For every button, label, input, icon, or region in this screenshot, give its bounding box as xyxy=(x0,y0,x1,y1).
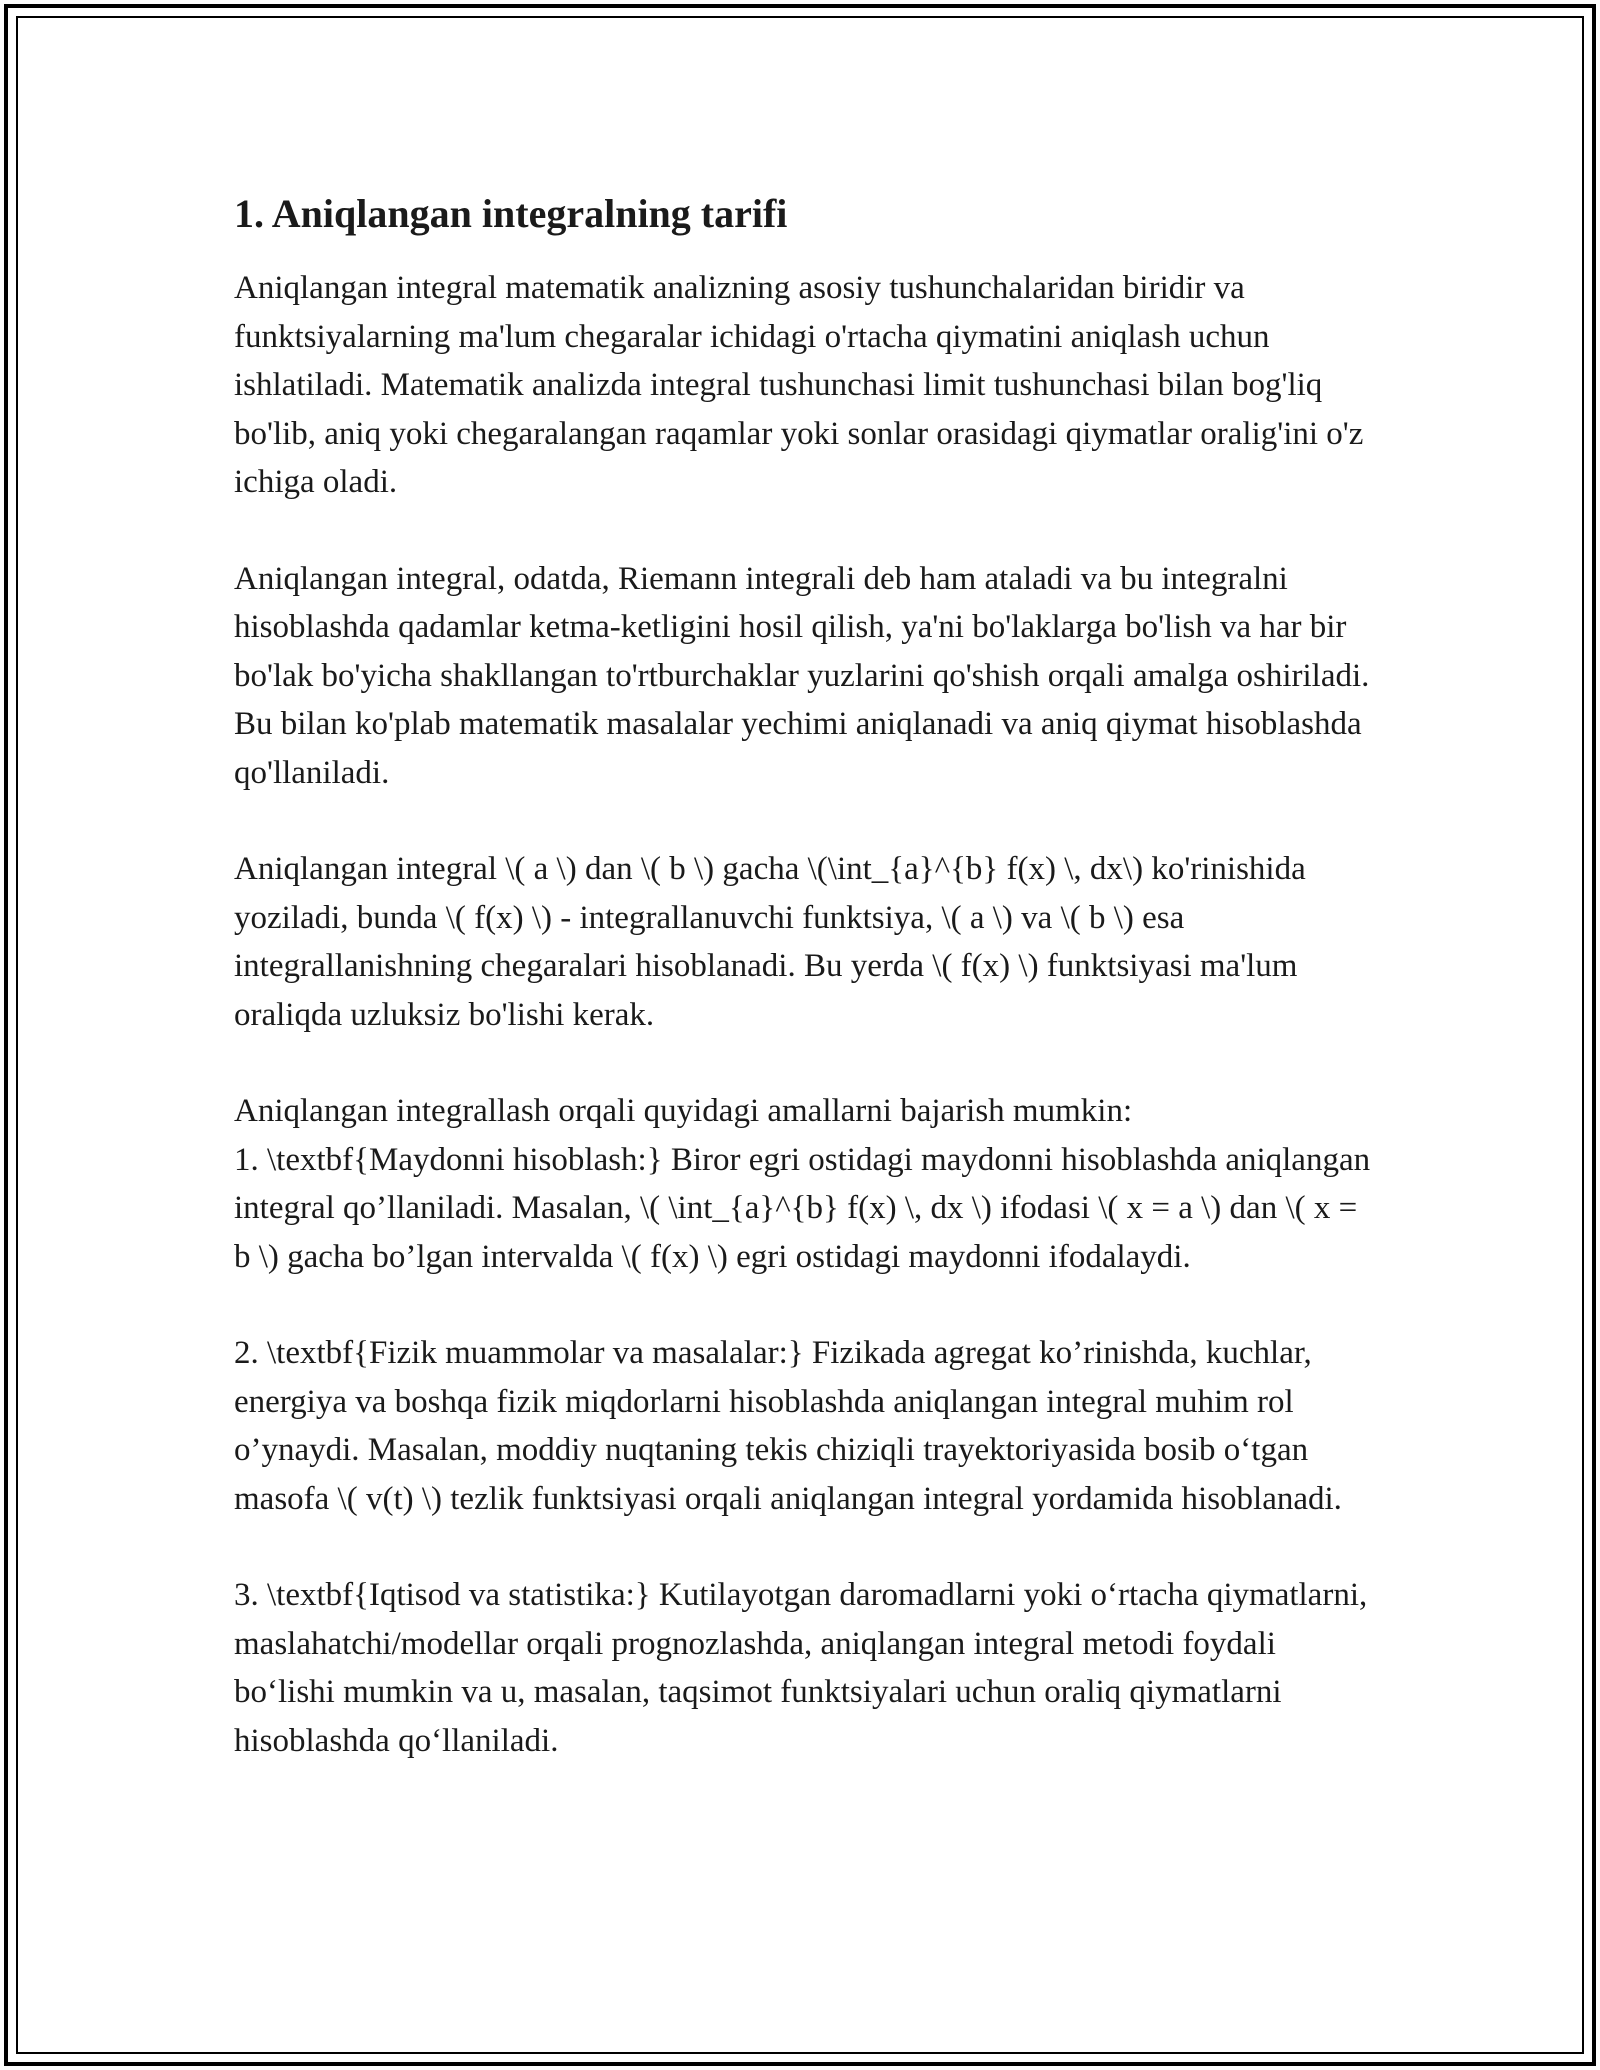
paragraph-definition: Aniqlangan integral matematik analizning asosiy tushunchalaridan biridir va funktsiyalarning ma'lum chegaralar ichidagi o'rtacha qiymatini aniqlash uchun ishlatiladi. Matematik analizda integral tushunchasi limit tushunchasi bilan bog'liq bo'lib, aniq yoki chegaralangan raqamlar yoki sonlar orasidagi qiymatlar oralig'ini o'z ichiga oladi. xyxy=(234,270,1364,500)
list-item-physics: 2. \textbf{Fizik muammolar va masalalar:} Fizikada agregat ko’rinishda, kuchlar, energiya va boshqa fizik miqdorlarni hisoblashda aniqlangan integral muhim rol o’ynaydi. Masalan, moddiy nuqtaning tekis chiziqli trayektoriyasida bosib o‘tgan masofa \( v(t) \) tezlik funktsiyasi orqali aniqlangan integral yordamida hisoblanadi. xyxy=(234,1335,1342,1517)
paragraph-applications-intro: Aniqlangan integrallash orqali quyidagi amallarni bajarish mumkin: xyxy=(234,1093,1133,1129)
paragraph-riemann: Aniqlangan integral, odatda, Riemann integrali deb ham ataladi va bu integralni hisoblashda qadamlar ketma-ketligini hosil qilish, ya'ni bo'laklarga bo'lish va har bir bo'lak bo'yicha shakllangan to'rtburchaklar yuzlarini qo'shish orqali amalga oshiriladi. Bu bilan ko'plab matematik masalalar yechimi aniqlanadi va aniq qiymat hisoblashda qo'llaniladi. xyxy=(234,560,1370,791)
section-title: 1. Aniqlangan integralning tarifi xyxy=(234,191,788,236)
list-item-economics: 3. \textbf{Iqtisod va statistika:} Kutilayotgan daromadlarni yoki o‘rtacha qiymatlarni, maslahatchi/modellar orqali prognozlashda, aniqlangan integral metodi foydali bo‘lishi mumkin va u, masalan, taqsimot funktsiyalari uchun oraliq qiymatlarni hisoblashda qo‘llaniladi. xyxy=(234,1577,1368,1759)
document-body xyxy=(234,188,1374,1813)
list-item-area: 1. \textbf{Maydonni hisoblash:} Biror egri ostidagi maydonni hisoblashda aniqlangan integral qo’llaniladi. Masalan, \( \int_{a}^{b} f(x) \, dx \) ifodasi \( x = a \) dan \( x = b \) gacha bo’lgan intervalda \( f(x) \) egri ostidagi maydonni ifodalaydi. xyxy=(234,1141,1371,1275)
paragraph-notation: Aniqlangan integral \( a \) dan \( b \) gacha \(\int_{a}^{b} f(x) \, dx\) ko'rinishida yoziladi, bunda \( f(x) \) - integrallanuvchi funktsiya, \( a \) va \( b \) esa integrallanishning chegaralari hisoblanadi. Bu yerda \( f(x) \) funktsiyasi ma'lum oraliqda uzluksiz bo'lishi kerak. xyxy=(234,851,1306,1033)
